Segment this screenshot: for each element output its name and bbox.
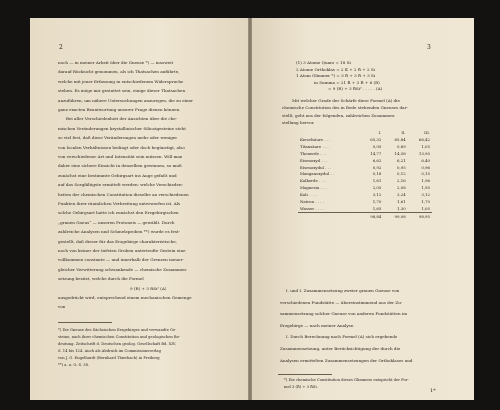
table-column-header: II. — [401, 129, 406, 135]
table-cell: 3,12 — [372, 192, 382, 198]
table-sum-row — [298, 212, 432, 219]
text-line: zahlreiche Analysen und Schmelzproben **) wurde es fest- — [58, 229, 181, 235]
formula-line: 1 Atom Glimmer *) = 3 R̈ + 3 R̈ + 3 Si — [296, 73, 376, 79]
table-cell: 14,58 — [394, 150, 406, 156]
table-row — [298, 191, 432, 198]
table-sum-cell: 98,84 — [359, 212, 383, 219]
text-line: mischen Veränderungen krystallinischer Silicatgesteine steht — [58, 125, 186, 131]
table-cell: 1,61 — [372, 178, 382, 184]
table-row-label: Kali . . . . — [300, 192, 318, 198]
table-row-label: Wasser . . . . — [300, 205, 325, 211]
table-cell: 0,95 — [397, 164, 406, 170]
table-cell: 14,77 — [370, 150, 382, 156]
text-line: stellt, geht aus der folgenden, zahlreichen Zusammen- — [282, 112, 396, 118]
table-cell: 6,40 — [421, 157, 430, 163]
text-line: von localen Verhältnissen bedingt oder doch begünstigt, also — [58, 144, 185, 150]
text-line: anzuführen, um nähere Untersuchungen anzuregen, die zu einer — [58, 97, 193, 103]
table-row — [298, 143, 432, 150]
table-cell: 0,18 — [372, 171, 382, 177]
text-line: sammensetzung solcher Gneuse von anderen Fundstätten im — [280, 311, 408, 317]
page-number-right: 3 — [427, 44, 431, 51]
text-line: I. Durch Berechnung nach Formel (A) sich ergebende — [286, 334, 398, 340]
text-line: noch — in meiner Arbeit über die Gneuse *) — insoweit — [58, 60, 174, 65]
text-line: 9 (R) + 3 RSi² (A) — [130, 285, 167, 291]
table-cell: 13,95 — [418, 150, 430, 156]
text-line: gestellt, daß dieser für das Erzgebirge charakteristische, — [58, 238, 177, 244]
text-line: ausgedrückt wird, entsprechend einem mechanischen Gemenge — [58, 295, 192, 300]
table-column-header: III. — [424, 129, 430, 135]
table-row — [298, 136, 432, 143]
table-cell: 2,05 — [372, 185, 382, 191]
text-line: stellung hervor. — [282, 120, 315, 126]
table-sum-cell — [298, 212, 359, 219]
table-row — [298, 184, 432, 191]
table-sum-cell: 99,08 — [383, 212, 407, 219]
table-cell: 0,95 — [372, 143, 382, 149]
right-page — [252, 18, 474, 400]
table-row-label: Kieselsäure . . . — [300, 136, 331, 142]
table-cell: 65,84 — [394, 136, 406, 142]
table-row-label: Thonerde . . . — [300, 150, 327, 156]
text-line: welche mit jener Erfassung in entschiedenem Widerspruche — [58, 78, 184, 84]
text-line: solche Gebirgsart hatte ich zunächst den Erzgebirgischen — [58, 210, 179, 216]
table-row — [298, 164, 432, 171]
text-line: darauf Rücksicht genommen, als ich Thatsachen anführte, — [58, 69, 180, 75]
text-line: daher eine sichere Einsicht in denselben gewinnen, so muß — [58, 163, 182, 169]
footnote-line: mel 3 (R̈) + 3 R̈Si. — [284, 384, 318, 389]
formula-line: = 9 (R) + 3 R̈Si² . . . . . (A) — [328, 86, 383, 92]
table-row-label: Natron . . . . — [300, 198, 324, 204]
text-line: ganz exacten Beantwortung unserer Frage dienen können. — [58, 107, 181, 112]
table-row-label: Magnesia . . . — [300, 185, 327, 191]
table-cell: 2,16 — [397, 178, 406, 184]
text-line: von — [58, 304, 66, 310]
table-row-label: Titansäure . . . — [300, 143, 329, 149]
text-line: Bei aller Verschiedenheit der Ansichten über die che- — [66, 116, 178, 122]
table-cell: 6,21 — [397, 157, 406, 163]
table-cell: 0,89 — [397, 143, 406, 149]
table-cell: 66,42 — [418, 136, 430, 142]
text-line: Zusammensetzung, unter Berücksichtigung der durch die — [280, 346, 401, 351]
formula-line: in Summa = 21 R̈ + 3 R̈ + 6 (R) — [314, 79, 380, 85]
table-row — [298, 205, 432, 212]
text-line: Punkten ihrer räumlichen Verbreitung unterworfen ist. Als — [58, 201, 181, 206]
table-cell: 1,61 — [397, 198, 406, 204]
page-number-left: 2 — [59, 44, 63, 51]
text-line: „grauen Gneus“ — unseren Protoneis — gewählt. Durch — [58, 219, 175, 225]
table-row-label: Eisenoxydul . . . — [300, 164, 332, 170]
text-line: setzung besitzt, welche durch die Formel — [58, 276, 144, 282]
footnote-rule-left — [58, 322, 112, 323]
text-line: gleicher Verwitterung schwankende — chemische Zusammen- — [58, 266, 188, 272]
table-column-header: I. — [378, 129, 382, 135]
table-cell: 1,95 — [421, 185, 430, 191]
table-row-label: Kalkerde . . . — [300, 178, 326, 184]
table-cell: 1,05 — [421, 143, 430, 149]
footnote-rule-right — [278, 374, 332, 375]
text-line: vollkommen constante — und innerhalb der Grenzen ineuer- — [58, 257, 184, 263]
table-cell: 1,96 — [421, 178, 430, 184]
footnote-line: *) Die chemische Constitution dieses Glimmers entspricht der For- — [284, 378, 409, 382]
table-cell: 0,15 — [421, 171, 430, 177]
table-cell: 1,70 — [421, 198, 430, 204]
footnote-line: **) a. a. O. S. 38. — [58, 363, 90, 367]
table-cell: 65,32 — [370, 136, 382, 142]
table-cell: 3,12 — [421, 192, 430, 198]
table-column-header — [298, 128, 359, 136]
signature-mark: 1* — [430, 388, 436, 394]
text-line: Analysen ermittelten Zusammensetzungen der Orthoklases und — [280, 357, 413, 363]
text-line: so viel fest, daß diese Veränderungen mehr oder weniger — [58, 135, 178, 141]
text-line: zunächst eine bestimmte Gebirgsart ins Auge gefaßt und — [58, 172, 177, 178]
text-line: Erzgebirge — nach meiner Analyse. — [280, 322, 355, 328]
table-cell: 3,24 — [397, 192, 406, 198]
table-cell: 0,92 — [372, 164, 382, 170]
table-cell: 2,08 — [397, 185, 406, 191]
table-cell: 0,96 — [421, 164, 430, 170]
table-cell: 1,65 — [372, 205, 382, 211]
table-row-label: Eisenoxyd . . . — [300, 157, 328, 163]
text-line: heiten der chemischen Constitution dieselbe an verschiedenen — [58, 191, 189, 197]
table-sum-cell: 98,95 — [408, 212, 432, 219]
analysis-table — [298, 128, 432, 220]
text-line: I. und I. Zusammensetzung zweier grauen Gneuse von — [286, 288, 400, 293]
text-line: verschiedenen Fundstätte — übereinstimmend aus der Zu- — [280, 299, 403, 305]
text-line: von verschiedener Art und Intensität sein müssen. Will man — [58, 154, 183, 159]
table-row-label: Manganoxydul . . — [300, 171, 335, 177]
text-line: Mit welcher Grade der Schärfe diese Formel (A) die — [292, 98, 400, 103]
table-row — [298, 198, 432, 205]
table-cell: 1,05 — [421, 205, 430, 211]
footnote-line: deutung. Zeitschrift d. Deutschen geolog. Gesellschaft Bd. XIV, — [58, 342, 176, 346]
text-line: auf das Sorgfältigste ermittelt werden: welche Verschieden- — [58, 182, 183, 188]
table-cell: 6,62 — [372, 157, 382, 163]
text-line: stehen. Es möge mir gestattet sein, einige dieser Thatsachen — [58, 88, 186, 94]
text-line: chemische Constitution des in Rede stehenden Gneuses dar- — [282, 105, 408, 111]
left-page — [30, 18, 248, 400]
formula-line: (1) 3 Atome Quarz = 18 Si — [296, 60, 351, 65]
table-cell: 1,30 — [397, 205, 406, 211]
footnote-line: von J. G. Engelhardt (Bernhard Thierbach) in Freiberg — [58, 356, 160, 360]
footnote-line: *) Die Gneuse des Sächsischen Erzgebirges und verwandte Ge- — [58, 328, 177, 332]
footnote-line: S. 14 bis 124. Auch als Abdruck im Commissionsverlag — [58, 349, 161, 353]
footnote-line: steine, nach ihrer chemischen Constitution und geologischen Be- — [58, 335, 181, 339]
formula-line: 2 Atome Orthoklas = 2 K̈ + 2 R̈ + 2 Si — [296, 66, 375, 72]
table-row — [298, 177, 432, 184]
table-cell: 0,12 — [397, 171, 406, 177]
text-line: noch von keiner der tiefsten Gruben unterteufte Gestein eine — [58, 248, 186, 253]
table-row — [298, 157, 432, 164]
table-row — [298, 170, 432, 177]
table-row — [298, 150, 432, 157]
table-cell: 1,70 — [372, 198, 382, 204]
